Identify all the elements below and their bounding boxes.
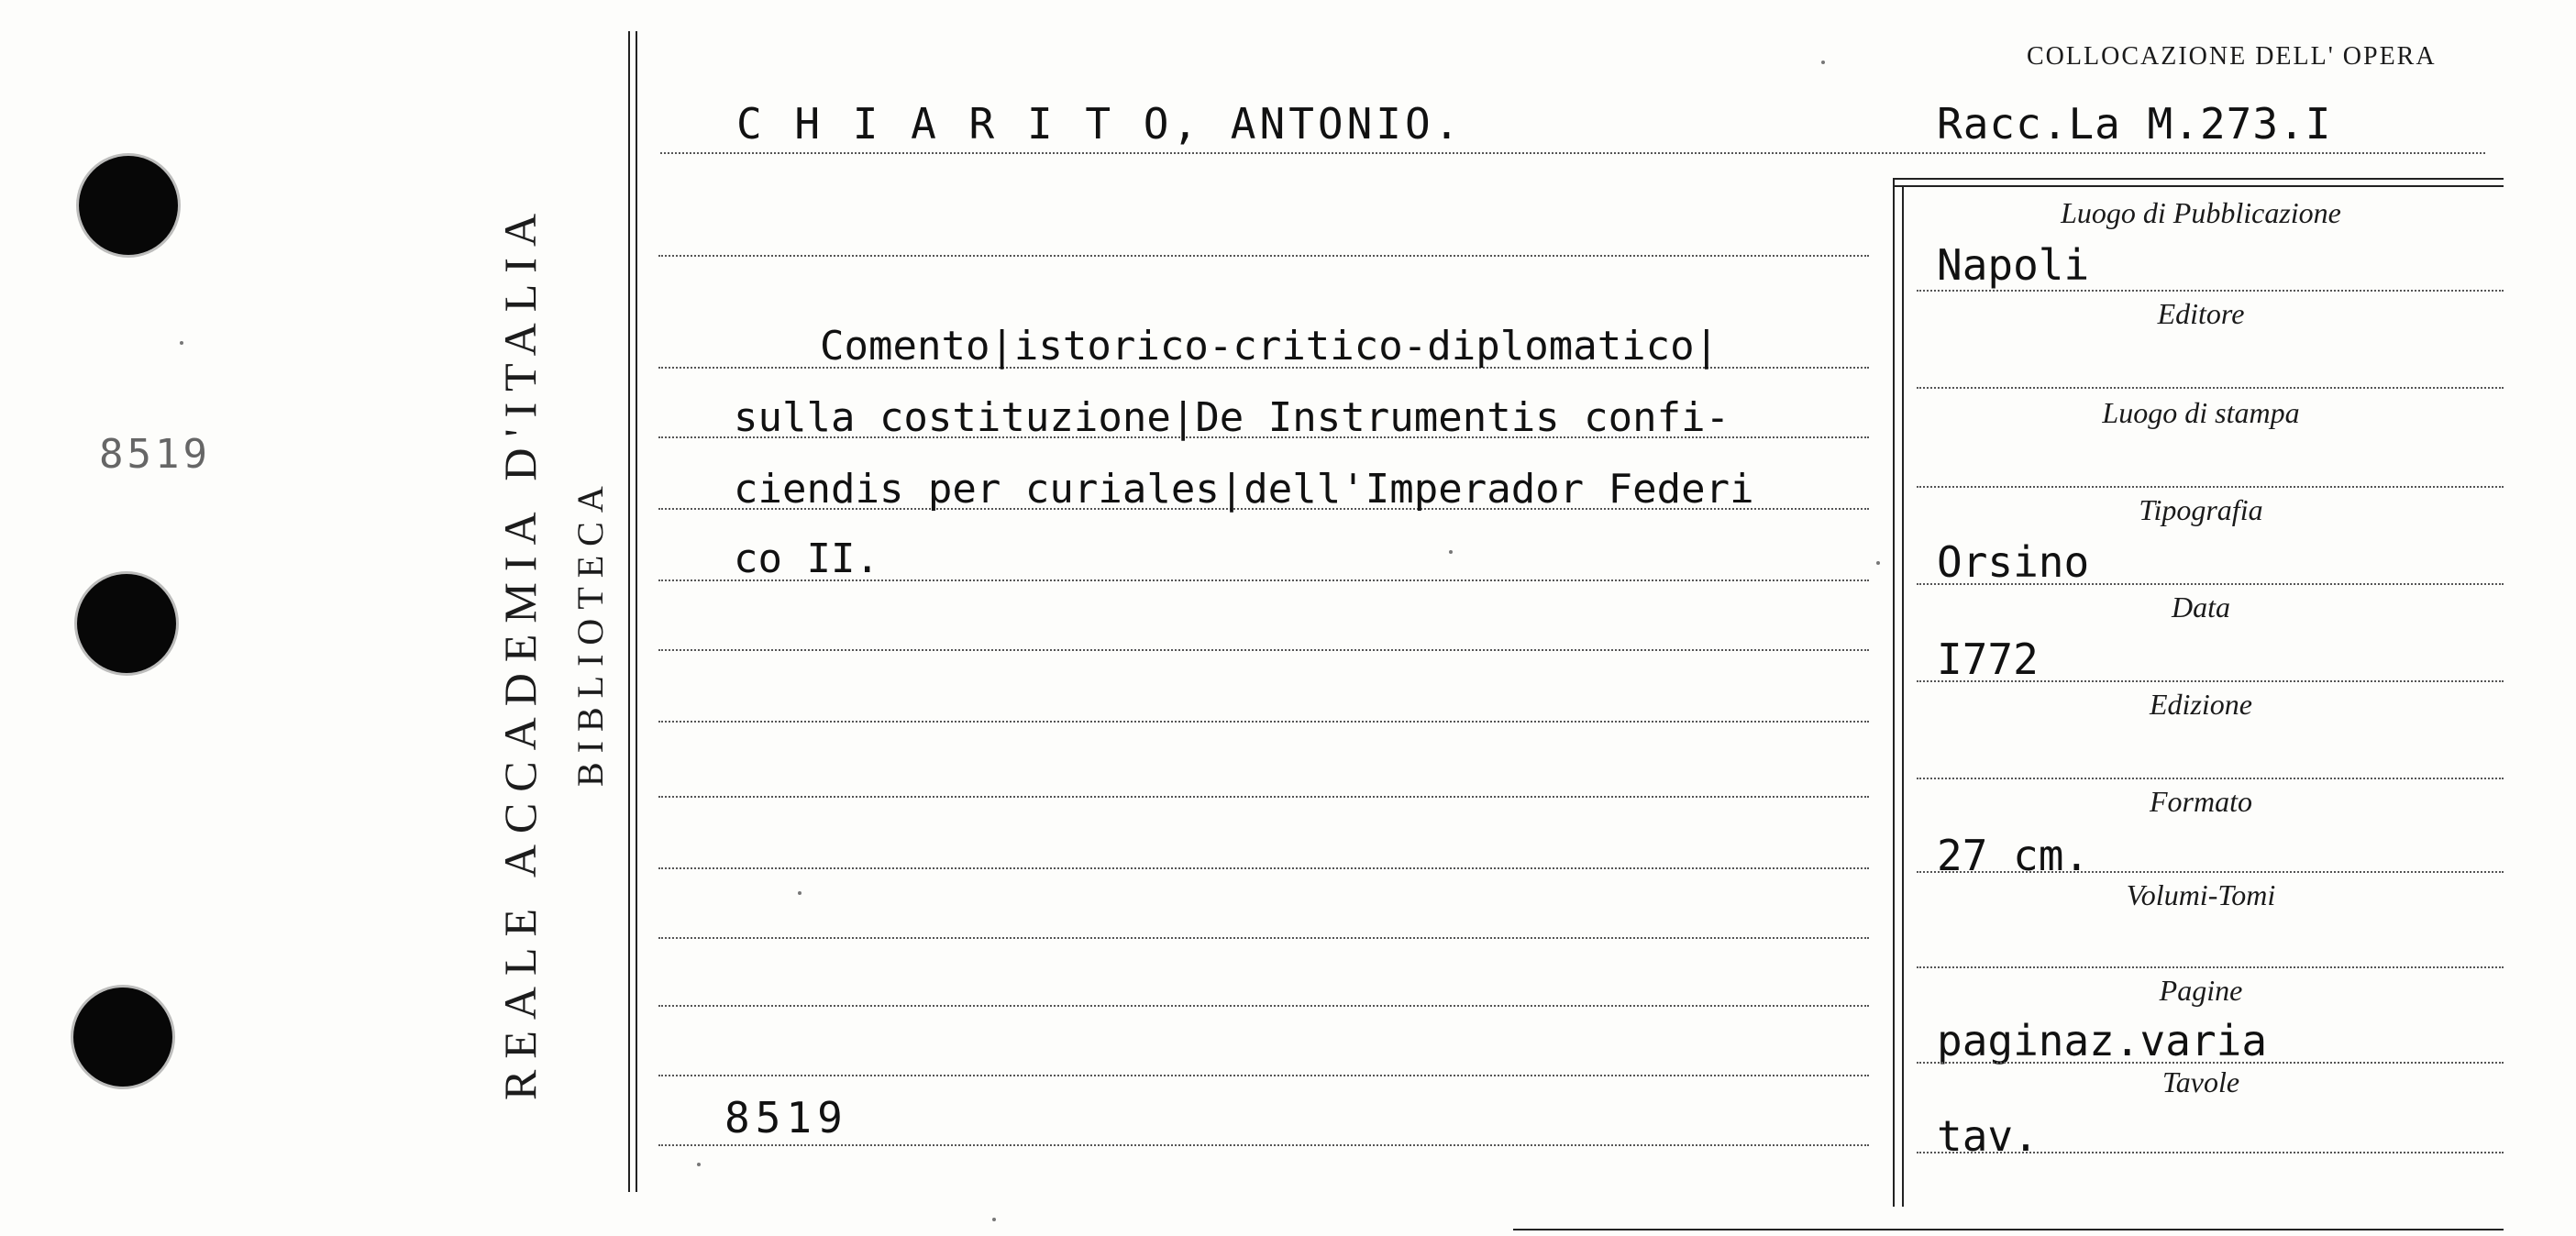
label-tavole: Tavole (2161, 1065, 2240, 1098)
institution-name: REALE ACCADEMIA D'ITALIA (494, 202, 546, 1100)
punch-hole-top (79, 156, 178, 255)
body-rule (658, 867, 1869, 869)
label-volumi-tomi: Volumi-Tomi (2126, 878, 2276, 911)
body-rule (658, 937, 1869, 939)
value-formato: 27 cm. (1937, 831, 2090, 880)
left-border-rule (628, 31, 630, 1192)
box-top-rule-inner (1893, 185, 2504, 187)
title-line-3: ciendis per curiales|dell'Imperador Federi (734, 466, 1754, 513)
title-line-4: co II. (734, 535, 879, 582)
box-left-rule-inner (1902, 185, 1904, 1207)
body-rule (658, 1144, 1869, 1146)
body-rule (658, 649, 1869, 651)
label-data: Data (2172, 590, 2230, 624)
field-rule (1917, 680, 2504, 682)
body-rule (658, 255, 1869, 257)
bottom-border-rule (1513, 1229, 2504, 1230)
value-tipografia: Orsino (1937, 537, 2090, 587)
field-rule (1917, 290, 2504, 292)
field-rule (1917, 1152, 2504, 1153)
title-line-2: sulla costituzione|De Instrumentis confi- (734, 394, 1730, 441)
label-editore: Editore (2157, 297, 2245, 330)
field-rule (1917, 583, 2504, 585)
field-rule (1917, 486, 2504, 488)
body-rule (658, 1075, 1869, 1076)
body-rule (658, 1005, 1869, 1007)
field-rule (1917, 778, 2504, 779)
author-heading: C H I A R I T O, ANTONIO. (736, 99, 1464, 149)
label-luogo-stampa: Luogo di stampa (2102, 396, 2300, 429)
margin-number: 8519 (99, 431, 211, 478)
body-rule (658, 721, 1869, 723)
title-line-1: Comento|istorico-critico-diplomatico| (820, 323, 1719, 370)
box-left-rule (1893, 178, 1895, 1207)
library-name: BIBLIOTECA (569, 477, 611, 787)
punch-hole-middle (77, 574, 176, 673)
label-pagine: Pagine (2159, 974, 2243, 1007)
left-border-rule-inner (636, 31, 637, 1192)
value-luogo-pubblicazione: Napoli (1937, 240, 2090, 290)
field-rule (1917, 387, 2504, 389)
label-luogo-pubblicazione: Luogo di Pubblicazione (2061, 196, 2341, 229)
box-top-rule (1893, 178, 2504, 180)
value-tavole: tav. (1937, 1111, 2039, 1161)
shelfmark: Racc.La M.273.I (1937, 99, 2332, 149)
value-data: I772 (1937, 635, 2039, 684)
inventory-number: 8519 (724, 1093, 848, 1142)
label-tipografia: Tipografia (2139, 493, 2263, 526)
collocazione-label: COLLOCAZIONE DELL' OPERA (2027, 42, 2437, 71)
field-rule (1917, 966, 2504, 968)
author-rule (660, 152, 2485, 154)
value-pagine: paginaz.varia (1937, 1016, 2268, 1065)
body-rule (658, 796, 1869, 798)
label-formato: Formato (2150, 785, 2252, 818)
punch-hole-bottom (73, 988, 172, 1087)
field-rule (1917, 1062, 2504, 1064)
field-rule (1917, 871, 2504, 873)
label-edizione: Edizione (2150, 688, 2252, 721)
